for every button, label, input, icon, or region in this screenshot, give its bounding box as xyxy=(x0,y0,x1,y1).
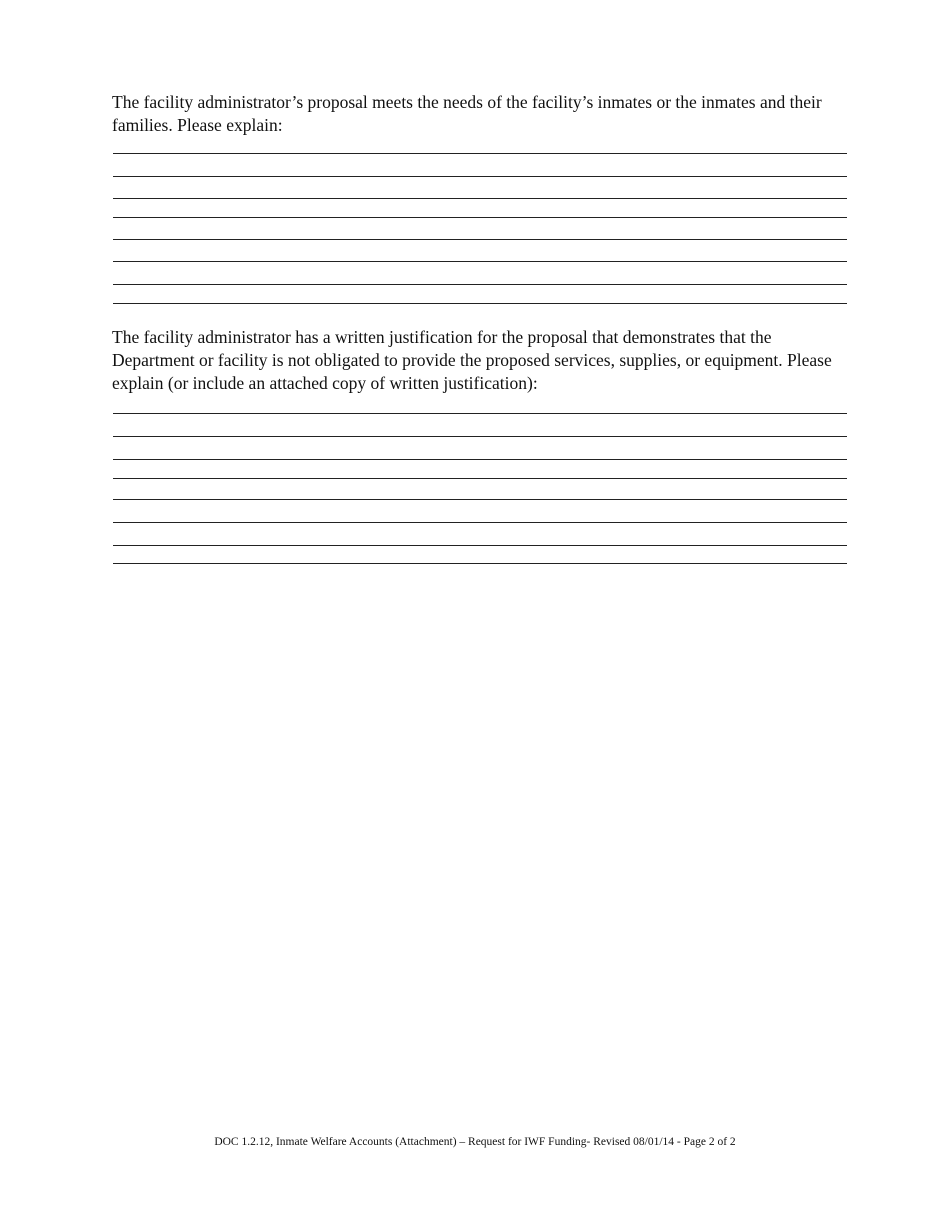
answer-line[interactable] xyxy=(113,522,847,523)
answer-line[interactable] xyxy=(113,459,847,460)
answer-line[interactable] xyxy=(113,563,847,564)
answer-line[interactable] xyxy=(113,153,847,154)
answer-line[interactable] xyxy=(113,413,847,414)
answer-line[interactable] xyxy=(113,176,847,177)
answer-line[interactable] xyxy=(113,284,847,285)
section-2-prompt: The facility administrator has a written justification for the proposal that demonstrates that the Department or facility is not obligated to provide the proposed services, supplies, or equipment. Please explain (or include an attached copy of written justification): xyxy=(112,327,832,393)
answer-line[interactable] xyxy=(113,261,847,262)
section-1-prompt: The facility administrator’s proposal meets the needs of the facility’s inmates or the inmates and their families. Please explain: xyxy=(112,92,822,135)
answer-line[interactable] xyxy=(113,239,847,240)
answer-line[interactable] xyxy=(113,499,847,500)
answer-line[interactable] xyxy=(113,198,847,199)
answer-line[interactable] xyxy=(113,545,847,546)
page-footer: DOC 1.2.12, Inmate Welfare Accounts (Attachment) – Request for IWF Funding- Revised 08/01/14 - Page 2 of 2 xyxy=(214,1136,736,1148)
answer-line[interactable] xyxy=(113,217,847,218)
answer-line[interactable] xyxy=(113,303,847,304)
answer-line[interactable] xyxy=(113,478,847,479)
answer-line[interactable] xyxy=(113,436,847,437)
